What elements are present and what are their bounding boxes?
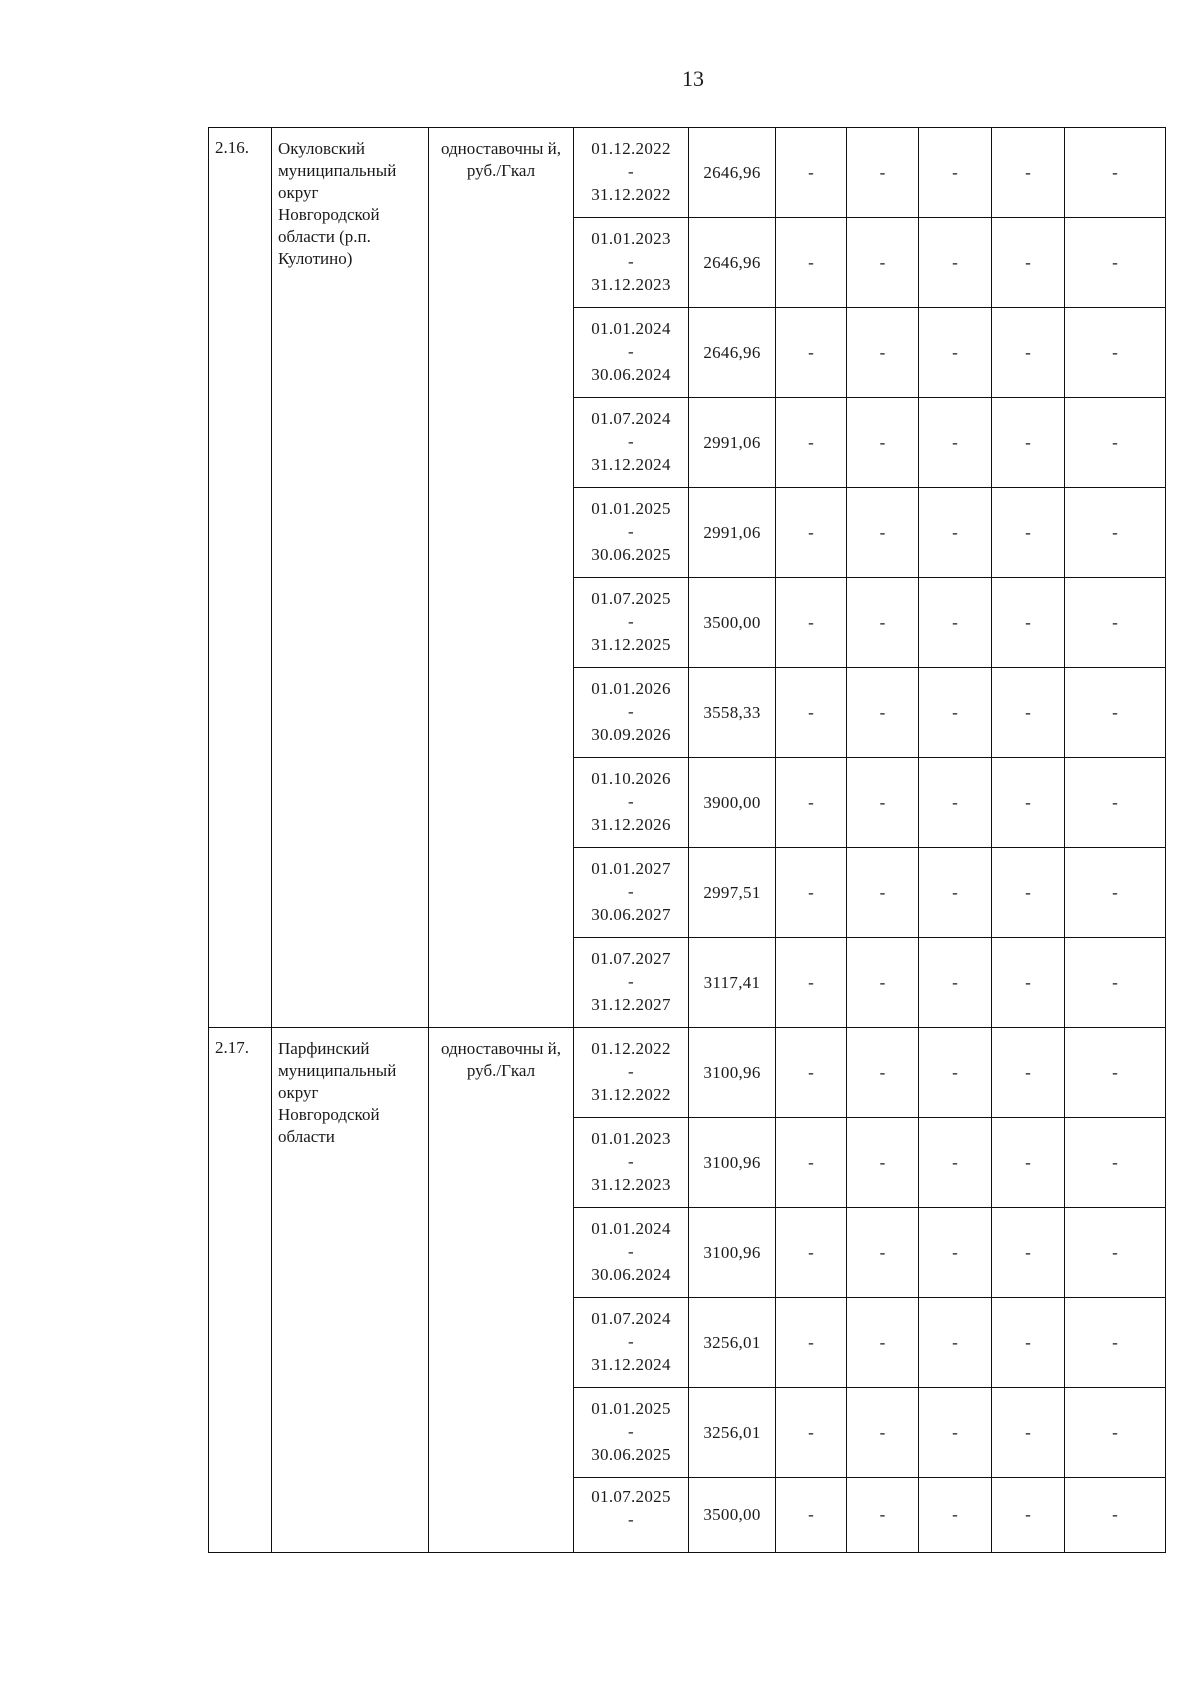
- period-cell: [574, 1118, 689, 1208]
- period-from: 01.07.2024: [591, 1309, 671, 1329]
- empty-value-cell: -: [1065, 128, 1166, 218]
- empty-value-cell: -: [847, 488, 919, 578]
- period-cell: [574, 578, 689, 668]
- empty-value-cell: -: [776, 1388, 847, 1478]
- period-sep: -: [628, 342, 634, 362]
- period-from: 01.01.2023: [591, 229, 671, 249]
- empty-value-cell: -: [919, 488, 992, 578]
- empty-value-cell: -: [1065, 1298, 1166, 1388]
- empty-value-cell: -: [919, 578, 992, 668]
- empty-value-cell: -: [847, 578, 919, 668]
- empty-value-cell: -: [919, 1028, 992, 1118]
- group-number: 2.16.: [209, 128, 272, 1028]
- tariff-value: 2646,96: [689, 218, 776, 308]
- empty-value-cell: -: [992, 848, 1065, 938]
- empty-value-cell: -: [992, 398, 1065, 488]
- period-cell: [574, 1208, 689, 1298]
- empty-value-cell: -: [992, 1478, 1065, 1553]
- empty-value-cell: -: [919, 308, 992, 398]
- empty-value-cell: -: [1065, 398, 1166, 488]
- period-sep: -: [628, 432, 634, 452]
- period-cell: [574, 308, 689, 398]
- empty-value-cell: -: [776, 1028, 847, 1118]
- empty-value-cell: -: [919, 1298, 992, 1388]
- empty-value-cell: -: [919, 668, 992, 758]
- empty-value-cell: -: [847, 938, 919, 1028]
- period-from: 01.10.2026: [591, 769, 671, 789]
- empty-value-cell: -: [1065, 1118, 1166, 1208]
- period-to: 31.12.2022: [591, 184, 671, 204]
- empty-value-cell: -: [919, 1118, 992, 1208]
- empty-value-cell: -: [776, 398, 847, 488]
- period-cell: [574, 398, 689, 488]
- empty-value-cell: -: [992, 308, 1065, 398]
- period-to: 31.12.2023: [591, 1174, 671, 1194]
- period-sep: -: [628, 522, 634, 542]
- period-to: 30.09.2026: [591, 724, 671, 744]
- empty-value-cell: -: [1065, 1028, 1166, 1118]
- period-sep: -: [628, 1242, 634, 1262]
- period-from: 01.01.2024: [591, 1219, 671, 1239]
- period-cell: [574, 218, 689, 308]
- empty-value-cell: -: [847, 128, 919, 218]
- empty-value-cell: -: [919, 758, 992, 848]
- empty-value-cell: -: [1065, 218, 1166, 308]
- period-sep: -: [628, 1422, 634, 1442]
- empty-value-cell: -: [1065, 758, 1166, 848]
- empty-value-cell: -: [847, 1478, 919, 1553]
- empty-value-cell: -: [847, 308, 919, 398]
- period-to: 31.12.2023: [591, 274, 671, 294]
- period-from: 01.07.2027: [591, 949, 671, 969]
- page-number: 13: [682, 66, 704, 91]
- empty-value-cell: -: [1065, 1388, 1166, 1478]
- period-sep: -: [628, 702, 634, 722]
- period-to: 30.06.2024: [591, 364, 671, 384]
- period-from: 01.12.2022: [591, 1039, 671, 1059]
- empty-value-cell: -: [847, 398, 919, 488]
- period-from: 01.07.2025: [591, 1487, 671, 1506]
- empty-value-cell: -: [847, 1208, 919, 1298]
- period-cell: [574, 758, 689, 848]
- tariff-value: 3100,96: [689, 1028, 776, 1118]
- period-from: 01.01.2026: [591, 679, 671, 699]
- empty-value-cell: -: [919, 218, 992, 308]
- tariff-value: 3500,00: [689, 1478, 776, 1553]
- period-from: 01.01.2023: [591, 1129, 671, 1149]
- period-cell: [574, 1028, 689, 1118]
- empty-value-cell: -: [776, 308, 847, 398]
- empty-value-cell: -: [919, 128, 992, 218]
- period-from: 01.01.2024: [591, 319, 671, 339]
- tariff-value: 2646,96: [689, 308, 776, 398]
- empty-value-cell: -: [776, 1298, 847, 1388]
- empty-value-cell: -: [1065, 1208, 1166, 1298]
- empty-value-cell: -: [992, 488, 1065, 578]
- tariff-value: 3100,96: [689, 1118, 776, 1208]
- period-to: 31.12.2026: [591, 814, 671, 834]
- empty-value-cell: -: [776, 1478, 847, 1553]
- period-sep: -: [628, 1509, 634, 1529]
- empty-value-cell: -: [847, 848, 919, 938]
- municipality-name: Парфинский муниципальный округ Новгородской области: [272, 1028, 429, 1553]
- period-to: 31.12.2024: [591, 1354, 671, 1374]
- empty-value-cell: -: [1065, 578, 1166, 668]
- empty-value-cell: -: [776, 1208, 847, 1298]
- tariff-value: 2991,06: [689, 398, 776, 488]
- empty-value-cell: -: [847, 218, 919, 308]
- tariff-value: 3558,33: [689, 668, 776, 758]
- table-row: [209, 1028, 1166, 1118]
- empty-value-cell: -: [919, 1208, 992, 1298]
- period-sep: -: [628, 612, 634, 632]
- empty-value-cell: -: [776, 758, 847, 848]
- period-to: 31.12.2022: [591, 1084, 671, 1104]
- empty-value-cell: -: [992, 1388, 1065, 1478]
- period-to: 30.06.2027: [591, 904, 671, 924]
- empty-value-cell: -: [776, 938, 847, 1028]
- tariff-value: 3256,01: [689, 1388, 776, 1478]
- empty-value-cell: -: [1065, 668, 1166, 758]
- period-to: 31.12.2027: [591, 994, 671, 1014]
- period-sep: -: [628, 252, 634, 272]
- empty-value-cell: -: [776, 668, 847, 758]
- period-from: 01.07.2024: [591, 409, 671, 429]
- empty-value-cell: -: [776, 578, 847, 668]
- empty-value-cell: -: [919, 1388, 992, 1478]
- period-sep: -: [628, 972, 634, 992]
- tariff-value: 2646,96: [689, 128, 776, 218]
- empty-value-cell: -: [992, 128, 1065, 218]
- period-cell: [574, 938, 689, 1028]
- tariff-value: 3500,00: [689, 578, 776, 668]
- tariff-value: 3256,01: [689, 1298, 776, 1388]
- period-sep: -: [628, 1062, 634, 1082]
- period-cell: [574, 848, 689, 938]
- tariff-value: 3900,00: [689, 758, 776, 848]
- empty-value-cell: -: [992, 1298, 1065, 1388]
- empty-value-cell: -: [992, 1118, 1065, 1208]
- tariff-type: одноставочны й, руб./Гкал: [429, 128, 574, 1028]
- empty-value-cell: -: [1065, 488, 1166, 578]
- tariff-table: [208, 127, 1166, 1553]
- empty-value-cell: -: [992, 578, 1065, 668]
- empty-value-cell: -: [919, 1478, 992, 1553]
- empty-value-cell: -: [919, 938, 992, 1028]
- empty-value-cell: -: [919, 398, 992, 488]
- empty-value-cell: -: [992, 938, 1065, 1028]
- period-sep: -: [628, 162, 634, 182]
- tariff-type: одноставочны й, руб./Гкал: [429, 1028, 574, 1553]
- empty-value-cell: -: [776, 848, 847, 938]
- period-from: 01.12.2022: [591, 139, 671, 159]
- municipality-name: Окуловский муниципальный округ Новгородской области (р.п. Кулотино): [272, 128, 429, 1028]
- period-to: 30.06.2024: [591, 1264, 671, 1284]
- empty-value-cell: -: [776, 218, 847, 308]
- period-from: 01.07.2025: [591, 589, 671, 609]
- period-cell: [574, 668, 689, 758]
- period-sep: -: [628, 1152, 634, 1172]
- empty-value-cell: -: [847, 668, 919, 758]
- empty-value-cell: -: [847, 1388, 919, 1478]
- period-cell: [574, 1298, 689, 1388]
- period-sep: -: [628, 792, 634, 812]
- tariff-value: 2991,06: [689, 488, 776, 578]
- tariff-body: [209, 128, 1166, 1553]
- period-cell: [574, 488, 689, 578]
- tariff-value: 2997,51: [689, 848, 776, 938]
- period-cell: [574, 1478, 689, 1553]
- empty-value-cell: -: [992, 218, 1065, 308]
- period-sep: -: [628, 882, 634, 902]
- empty-value-cell: -: [919, 848, 992, 938]
- period-cell: [574, 1388, 689, 1478]
- empty-value-cell: -: [992, 1028, 1065, 1118]
- empty-value-cell: -: [776, 488, 847, 578]
- period-sep: -: [628, 1332, 634, 1352]
- period-to: 30.06.2025: [591, 1444, 671, 1464]
- tariff-value: 3100,96: [689, 1208, 776, 1298]
- empty-value-cell: -: [1065, 938, 1166, 1028]
- period-from: 01.01.2027: [591, 859, 671, 879]
- empty-value-cell: -: [1065, 848, 1166, 938]
- empty-value-cell: -: [992, 758, 1065, 848]
- empty-value-cell: -: [847, 1028, 919, 1118]
- empty-value-cell: -: [1065, 1478, 1166, 1553]
- empty-value-cell: -: [847, 758, 919, 848]
- period-to: 31.12.2024: [591, 454, 671, 474]
- period-from: 01.01.2025: [591, 1399, 671, 1419]
- group-number: 2.17.: [209, 1028, 272, 1553]
- period-cell: [574, 128, 689, 218]
- empty-value-cell: -: [847, 1118, 919, 1208]
- table-row: [209, 128, 1166, 218]
- empty-value-cell: -: [776, 1118, 847, 1208]
- empty-value-cell: -: [992, 1208, 1065, 1298]
- tariff-value: 3117,41: [689, 938, 776, 1028]
- empty-value-cell: -: [847, 1298, 919, 1388]
- period-to: 31.12.2025: [591, 634, 671, 654]
- empty-value-cell: -: [992, 668, 1065, 758]
- period-to: 30.06.2025: [591, 544, 671, 564]
- empty-value-cell: -: [776, 128, 847, 218]
- empty-value-cell: -: [1065, 308, 1166, 398]
- period-from: 01.01.2025: [591, 499, 671, 519]
